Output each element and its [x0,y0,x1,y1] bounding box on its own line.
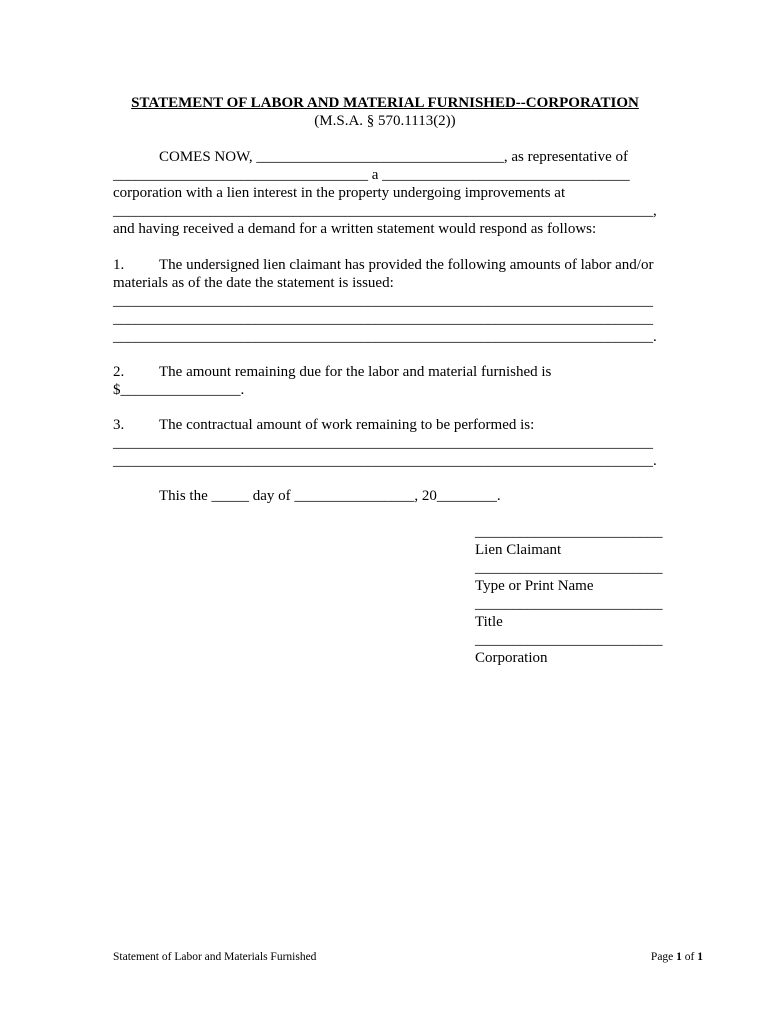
page-prefix: Page [650,951,677,963]
item-3-blank-line: ________________________________________________________________________ [113,435,653,451]
intro-line-4: ________________________________________________________________________, [113,203,657,219]
item-1-blank-line: ________________________________________________________________________ [113,311,653,327]
signature-rule: _________________________ [475,524,663,540]
intro-line-1: COMES NOW, _________________________________, as representative of [159,149,628,165]
page-of: of [681,951,698,963]
signature-label-print-name: Type or Print Name [475,578,594,594]
item-1-blank-line: ________________________________________________________________________. [113,329,657,345]
intro-line-2: __________________________________ a _________________________________ [113,167,630,183]
signature-label-title: Title [475,614,503,630]
footer-document-name: Statement of Labor and Materials Furnished [113,951,317,963]
item-3-text: The contractual amount of work remaining to be performed is: [159,417,535,433]
page-total: 1 [697,951,703,963]
item-2-text: The amount remaining due for the labor and material furnished is [159,364,552,380]
signature-rule: _________________________ [475,560,663,576]
item-1-text: The undersigned lien claimant has provided the following amounts of labor and/or [159,257,654,273]
signature-label-lien-claimant: Lien Claimant [475,542,562,558]
page-current: 1 [676,951,682,963]
item-3-number: 3. [113,417,125,433]
item-1-blank-line: ________________________________________________________________________ [113,293,653,309]
date-line: This the _____ day of ________________, 20________. [159,488,501,504]
intro-line-5: and having received a demand for a written statement would respond as follows: [113,221,597,237]
page-number [651,948,703,966]
signature-label-corporation: Corporation [475,650,548,666]
statute-reference: (M.S.A. § 570.1113(2)) [314,113,456,129]
item-1-number: 1. [113,257,125,273]
document-title: STATEMENT OF LABOR AND MATERIAL FURNISHED--CORPORATION [131,95,639,111]
item-2-amount-line: $________________. [113,382,245,398]
signature-rule: _________________________ [475,632,663,648]
intro-line-3: corporation with a lien interest in the property undergoing improvements at [113,185,566,201]
item-3-blank-line: ________________________________________________________________________. [113,453,657,469]
item-1-text-cont: materials as of the date the statement is issued: [113,275,394,291]
item-2-number: 2. [113,364,125,380]
signature-rule: _________________________ [475,596,663,612]
